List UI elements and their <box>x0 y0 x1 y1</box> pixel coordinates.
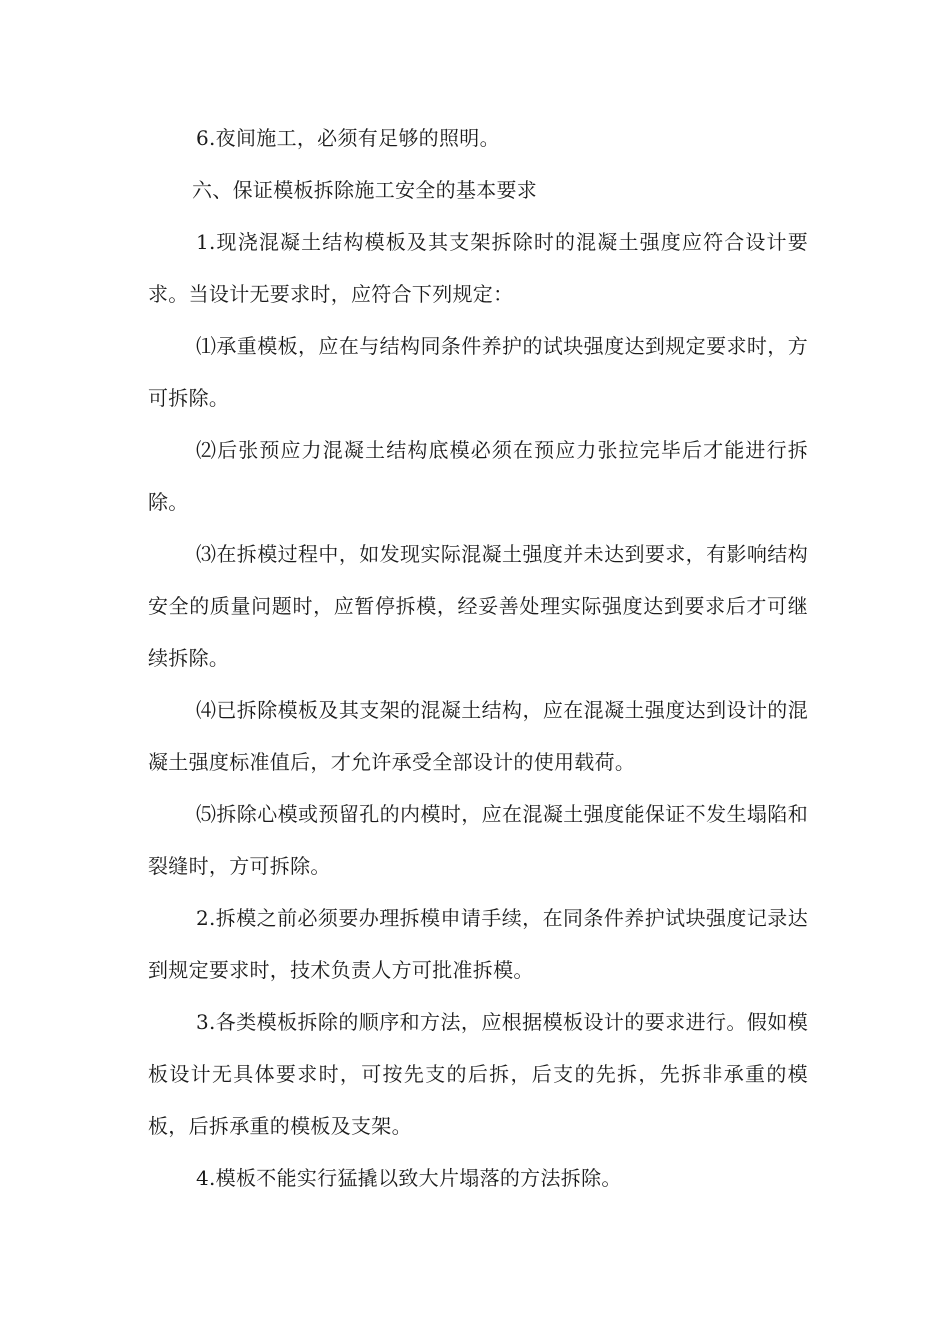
paragraph-night-lighting: 6.夜间施工，必须有足够的照明。 <box>196 126 500 150</box>
paragraph-subitem-1: ⑴承重模板，应在与结构同条件养护的试块强度达到规定要求时，方可拆除。 <box>148 334 808 410</box>
paragraph-subitem-5: ⑸拆除心模或预留孔的内模时，应在混凝土强度能保证不发生塌陷和裂缝时，方可拆除。 <box>148 802 808 878</box>
paragraph-item-4: 4.模板不能实行猛撬以致大片塌落的方法拆除。 <box>196 1166 622 1190</box>
paragraph-item-2: 2.拆模之前必须要办理拆模申请手续，在同条件养护试块强度记录达到规定要求时，技术负责人方可批准拆模。 <box>148 906 808 982</box>
section-heading-six: 六、保证模板拆除施工安全的基本要求 <box>192 178 538 202</box>
paragraph-item-3: 3.各类模板拆除的顺序和方法，应根据模板设计的要求进行。假如模板设计无具体要求时，可按先支的后拆，后支的先拆，先拆非承重的模板，后拆承重的模板及支架。 <box>148 1010 808 1138</box>
paragraph-subitem-2: ⑵后张预应力混凝土结构底模必须在预应力张拉完毕后才能进行拆除。 <box>148 438 808 514</box>
paragraph-subitem-3: ⑶在拆模过程中，如发现实际混凝土强度并未达到要求，有影响结构安全的质量问题时，应暂停拆模，经妥善处理实际强度达到要求后才可继续拆除。 <box>148 542 808 670</box>
paragraph-item-1: 1.现浇混凝土结构模板及其支架拆除时的混凝土强度应符合设计要求。当设计无要求时，应符合下列规定： <box>148 230 808 306</box>
paragraph-subitem-4: ⑷已拆除模板及其支架的混凝土结构，应在混凝土强度达到设计的混凝土强度标准值后，才允许承受全部设计的使用载荷。 <box>148 698 808 774</box>
